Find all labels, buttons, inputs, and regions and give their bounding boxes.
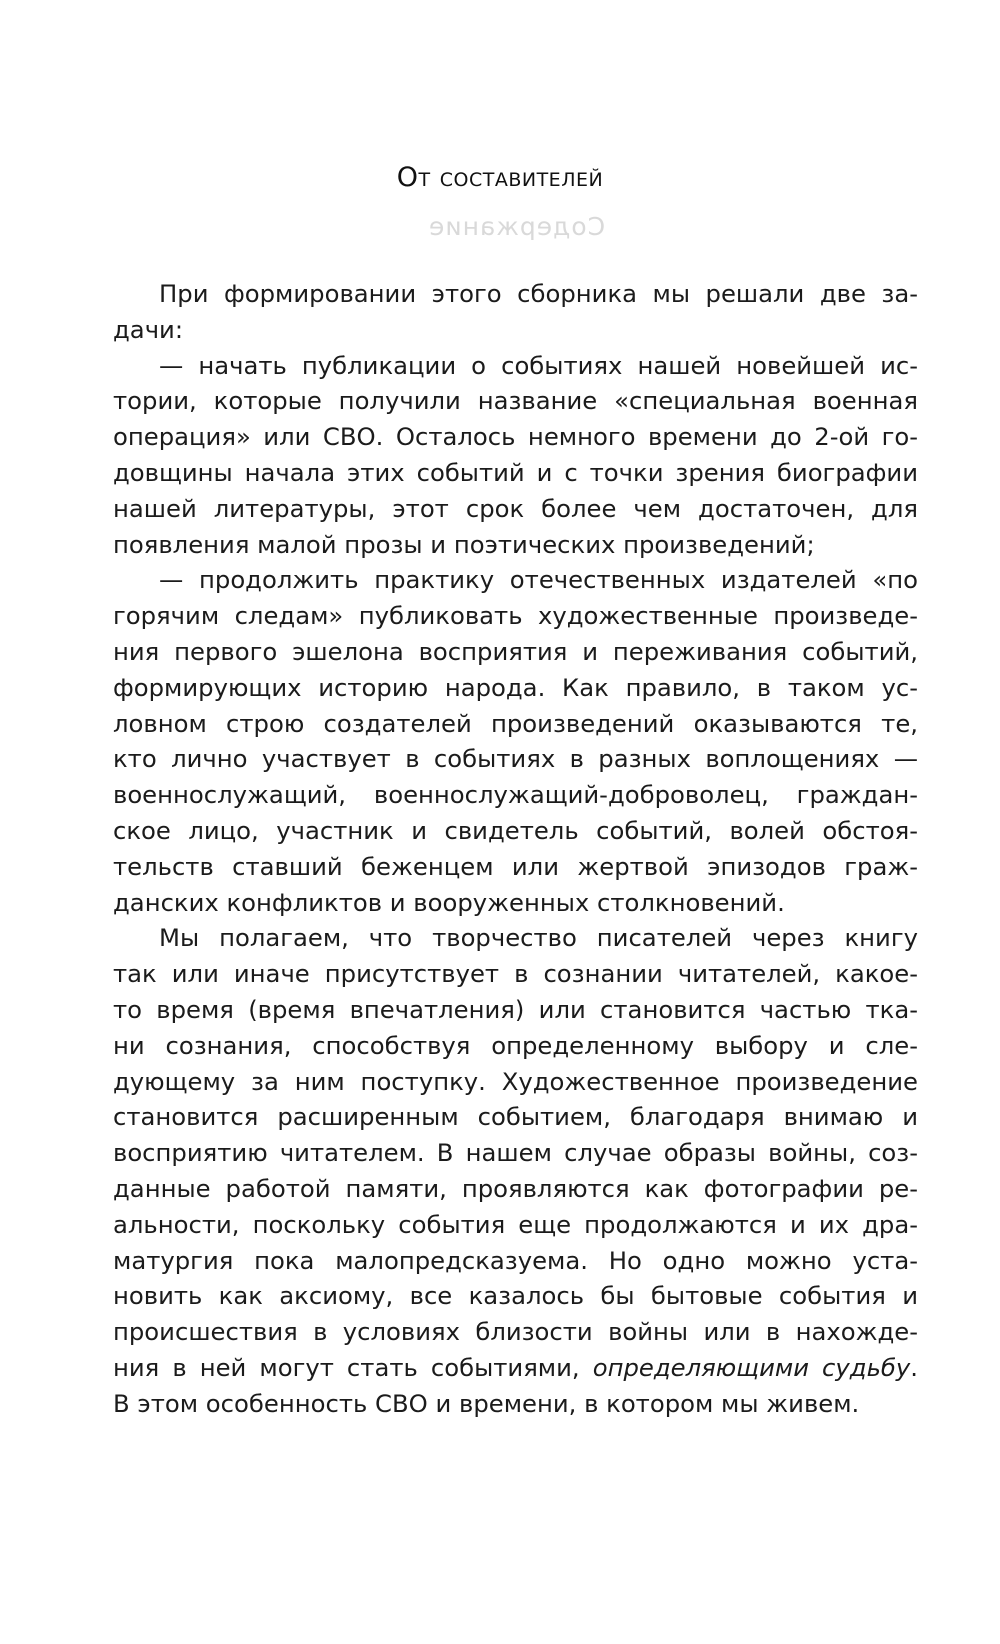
text-line: происшествия в условиях близости войны или в нахожде-	[113, 1317, 918, 1347]
text-line: становится расширенным событием, благодаря внимаю и	[113, 1102, 918, 1132]
text-line: горячим следам» публиковать художественные произведе-	[113, 601, 918, 631]
text-line: В этом особенность СВО и времени, в котором мы живем.	[113, 1388, 860, 1418]
text-line: данные работой памяти, проявляются как фотографии ре-	[113, 1173, 918, 1203]
text-line: ни сознания, способствуя определенному выбору и сле-	[113, 1030, 918, 1060]
text-line: — продолжить практику отечественных издателей «по	[159, 565, 918, 595]
text-line: появления малой прозы и поэтических произведений;	[113, 529, 815, 559]
italic-emphasis: определяющими судьбу	[592, 1352, 911, 1382]
text-line-with-emphasis	[113, 1350, 918, 1386]
text-line: дующему за ним поступку. Художественное произведение	[113, 1066, 918, 1096]
text-line: так или иначе присутствует в сознании читателей, какое-	[113, 959, 918, 989]
text-line: альности, поскольку события еще продолжаются и их дра-	[113, 1209, 918, 1239]
text-line: дачи:	[113, 314, 184, 344]
text-line: тории, которые получили название «специальная военная	[113, 386, 918, 416]
text-line: новить как аксиому, все казалось бы бытовые события и	[113, 1281, 918, 1311]
bleed-through-text: Содержание	[428, 212, 606, 241]
text-line: Мы полагаем, что творчество писателей через книгу	[159, 923, 918, 953]
text-line: ловном строю создателей произведений оказываются те,	[113, 708, 918, 738]
text-line: восприятию читателем. В нашем случае образы войны, соз-	[113, 1138, 918, 1168]
text-line: операция» или СВО. Осталось немного времени до 2-ой го-	[113, 422, 918, 452]
text-line: ское лицо, участник и свидетель событий, волей обстоя-	[113, 815, 918, 845]
text-line: матургия пока малопредсказуема. Но одно можно уста-	[113, 1245, 918, 1275]
page-heading: От составителей	[396, 162, 604, 193]
text-fragment: .	[910, 1352, 918, 1382]
text-fragment: ния в ней могут стать событиями,	[113, 1352, 580, 1382]
text-line: данских конфликтов и вооруженных столкновений.	[113, 887, 785, 917]
text-line: формирующих историю народа. Как правило, в таком ус-	[113, 672, 918, 702]
text-line: При формировании этого сборника мы решали две за-	[159, 279, 918, 308]
text-line: военнослужащий, военнослужащий-доброволец, граждан-	[113, 780, 918, 810]
text-line: ния первого эшелона восприятия и переживания событий,	[113, 636, 918, 666]
text-line: — начать публикации о событиях нашей новейшей ис-	[159, 350, 918, 380]
text-line: то время (время впечатления) или становится частью тка-	[113, 994, 918, 1024]
text-line: кто лично участвует в событиях в разных воплощениях —	[113, 744, 918, 774]
text-line: нашей литературы, этот срок более чем достаточен, для	[113, 493, 918, 523]
text-line: тельств ставший беженцем или жертвой эпизодов граж-	[113, 851, 918, 881]
body-text	[113, 276, 918, 1422]
text-line: довщины начала этих событий и с точки зрения биографии	[113, 457, 918, 487]
